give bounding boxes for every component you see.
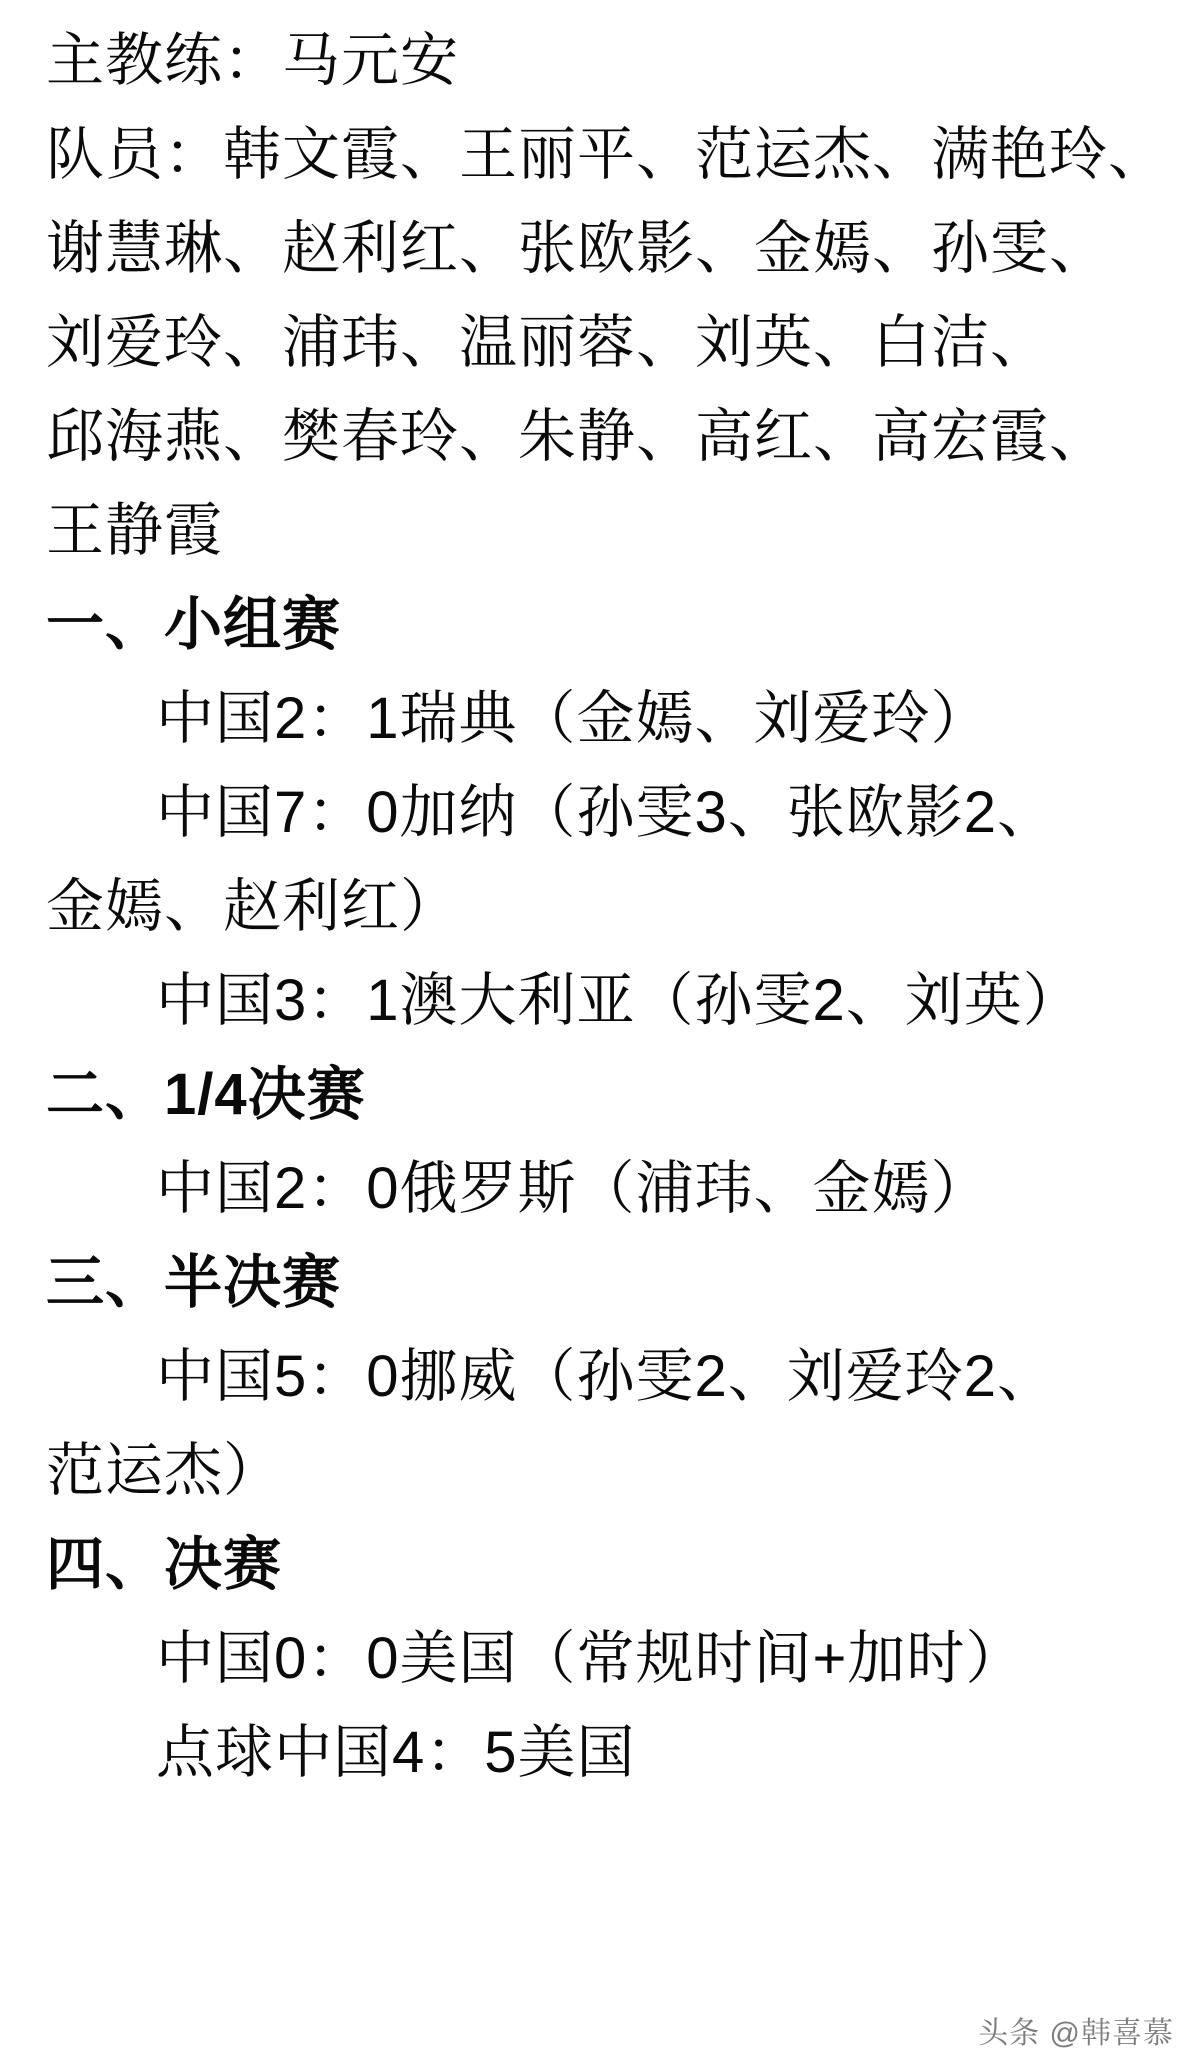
document-line: 中国2：0俄罗斯（浦玮、金嫣） bbox=[156, 1156, 990, 1221]
document-line: 主教练：马元安 bbox=[46, 28, 460, 93]
document-line: 中国7：0加纳（孙雯3、张欧影2、 bbox=[156, 780, 1057, 845]
document-line: 中国0：0美国（常规时间+加时） bbox=[156, 1626, 1025, 1691]
document-line: 中国2：1瑞典（金嫣、刘爱玲） bbox=[156, 686, 990, 751]
document-line: 金嫣、赵利红） bbox=[46, 874, 460, 939]
watermark-label: 头条 @韩喜慕 bbox=[978, 2017, 1174, 2050]
document-line: 四、决赛 bbox=[46, 1532, 283, 1597]
document-line: 范运杰） bbox=[46, 1438, 283, 1503]
document-line: 点球中国4：5美国 bbox=[156, 1720, 636, 1785]
document-line: 谢慧琳、赵利红、张欧影、金嫣、孙雯、 bbox=[46, 216, 1109, 281]
document-line: 王静霞 bbox=[46, 498, 224, 563]
document-line: 三、半决赛 bbox=[46, 1250, 342, 1315]
document-line: 队员：韩文霞、王丽平、范运杰、满艳玲、 bbox=[46, 122, 1168, 187]
document-line: 二、1/4决赛 bbox=[46, 1062, 366, 1127]
document-line: 中国5：0挪威（孙雯2、刘爱玲2、 bbox=[156, 1344, 1057, 1409]
document-line: 一、小组赛 bbox=[46, 592, 342, 657]
document-body bbox=[46, 14, 1172, 1800]
document-line: 刘爱玲、浦玮、温丽蓉、刘英、白洁、 bbox=[46, 310, 1050, 375]
document-line: 邱海燕、樊春玲、朱静、高红、高宏霞、 bbox=[46, 404, 1109, 469]
document-line: 中国3：1澳大利亚（孙雯2、刘英） bbox=[156, 968, 1082, 1033]
